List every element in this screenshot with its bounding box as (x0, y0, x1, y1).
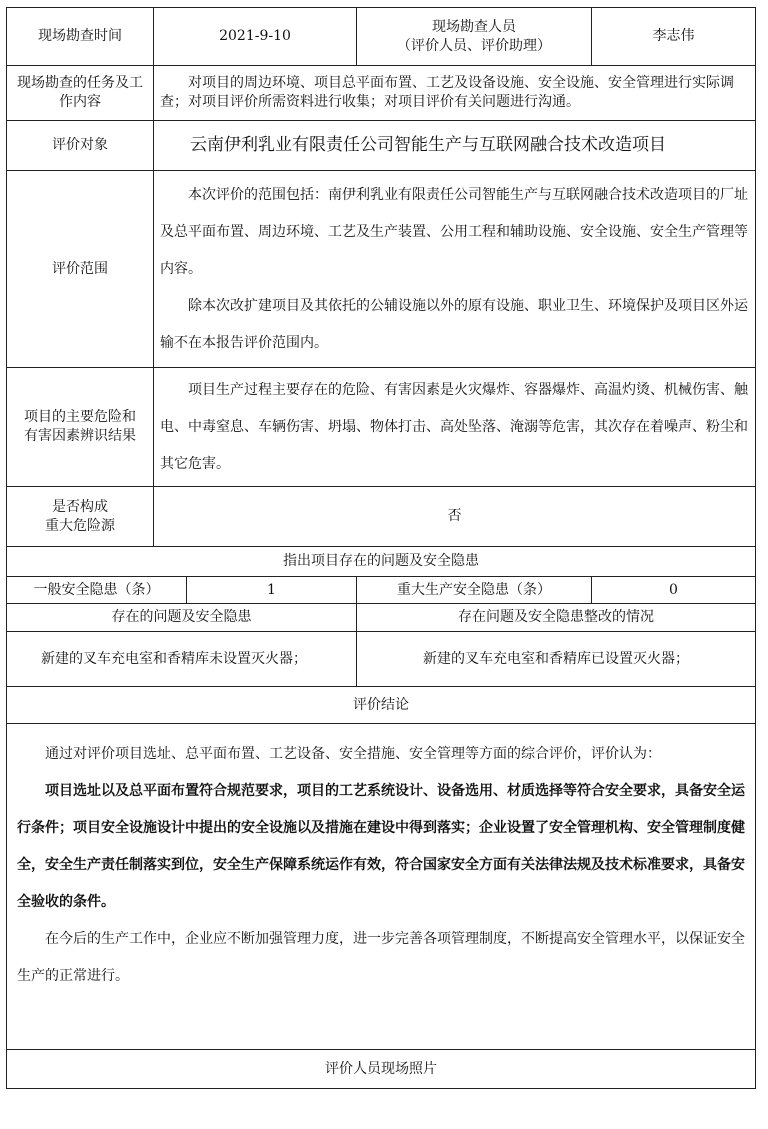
photos-header: 评价人员现场照片 (7, 1050, 756, 1089)
hazard-content (154, 368, 756, 487)
problem-detail (7, 632, 357, 687)
general-hazard-count: 1 (187, 577, 357, 604)
major-hazard-row (7, 487, 756, 547)
major-hazard-label-line2: 重大危险源 (45, 517, 115, 534)
scope-content (154, 171, 756, 368)
hazard-text: 项目生产过程主要存在的危险、有害因素是火灾爆炸、容器爆炸、高温灼烫、机械伤害、触电、中毒窒息、车辆伤害、坍塌、物体打击、高处坠落、淹溺等危害，其次存在着噪声、粉尘和其它危害。 (160, 381, 748, 472)
scope-label: 评价范围 (7, 171, 154, 368)
conclusion-paragraph-2: 项目选址以及总平面布置符合规范要求，项目的工艺系统设计、设备选用、材质选择等符合安全要求，具备安全运行条件；项目安全设施设计中提出的安全设施以及措施在建设中得到落实；企业设置了安全管理机构、安全管理制度健全，安全生产责任制落实到位，安全生产保障系统运作有效，符合国家安全方面有关法律法规及技术标准要求，具备安全验收的条件。 (17, 783, 745, 910)
issues-count-row (7, 577, 756, 604)
scope-row (7, 171, 756, 368)
problems-column-header: 存在的问题及安全隐患 (7, 604, 357, 632)
conclusion-paragraph-3: 在今后的生产工作中，企业应不断加强管理力度，进一步完善各项管理制度，不断提高安全管理水平，以保证安全生产的正常进行。 (17, 931, 745, 984)
survey-person-value: 李志伟 (592, 8, 756, 66)
rectification-detail: 新建的叉车充电室和香精库已设置灭火器； (357, 632, 756, 687)
survey-time-label: 现场勘查时间 (7, 8, 154, 66)
rectification-column-header: 存在问题及安全隐患整改的情况 (357, 604, 756, 632)
major-production-hazard-label: 重大生产安全隐患（条） (357, 577, 592, 604)
hazard-row (7, 368, 756, 487)
general-hazard-label: 一般安全隐患（条） (7, 577, 187, 604)
task-content (154, 66, 756, 121)
issues-columns-row (7, 604, 756, 632)
major-hazard-value: 否 (154, 487, 756, 547)
issues-header: 指出项目存在的问题及安全隐患 (7, 547, 756, 577)
survey-person-label (357, 8, 592, 66)
major-hazard-label-line1: 是否构成 (52, 498, 108, 515)
inspection-record-table (6, 7, 756, 1089)
survey-time-value: 2021-9-10 (154, 8, 357, 66)
problem-text: 新建的叉车充电室和香精库未设置灭火器； (41, 650, 307, 667)
object-label: 评价对象 (7, 121, 154, 171)
conclusion-row (7, 724, 756, 1050)
object-row (7, 121, 756, 171)
scope-paragraph-1: 本次评价的范围包括：南伊利乳业有限责任公司智能生产与互联网融合技术改造项目的厂址及总平面布置、周边环境、工艺及生产装置、公用工程和辅助设施、安全设施、安全生产管理等内容。 (160, 186, 748, 277)
task-text: 对项目的周边环境、项目总平面布置、工艺及设备设施、安全设施、安全管理进行实际调查；对项目评价所需资料进行收集；对项目评价有关问题进行沟通。 (160, 75, 734, 110)
major-hazard-label (7, 487, 154, 547)
survey-person-label-line1: 现场勘查人员 (432, 18, 516, 35)
major-production-hazard-count: 0 (592, 577, 756, 604)
conclusion-paragraph-1: 通过对评价项目选址、总平面布置、工艺设备、安全措施、安全管理等方面的综合评价，评价认为： (45, 746, 661, 762)
task-label: 现场勘查的任务及工作内容 (7, 66, 154, 121)
survey-person-label-line2: （评价人员、评价助理） (397, 37, 551, 54)
object-value: 云南伊利乳业有限责任公司智能生产与互联网融合技术改造项目 (154, 121, 756, 171)
survey-info-row (7, 8, 756, 66)
conclusion-content (7, 724, 756, 1050)
conclusion-header: 评价结论 (7, 687, 756, 724)
photos-header-row (7, 1050, 756, 1089)
hazard-label: 项目的主要危险和有害因素辨识结果 (7, 368, 154, 487)
task-row (7, 66, 756, 121)
issues-header-row (7, 547, 756, 577)
issues-detail-row (7, 632, 756, 687)
scope-paragraph-2: 除本次改扩建项目及其依托的公辅设施以外的原有设施、职业卫生、环境保护及项目区外运输不在本报告评价范围内。 (160, 297, 748, 351)
conclusion-header-row (7, 687, 756, 724)
inspection-record-sheet (6, 7, 755, 1089)
